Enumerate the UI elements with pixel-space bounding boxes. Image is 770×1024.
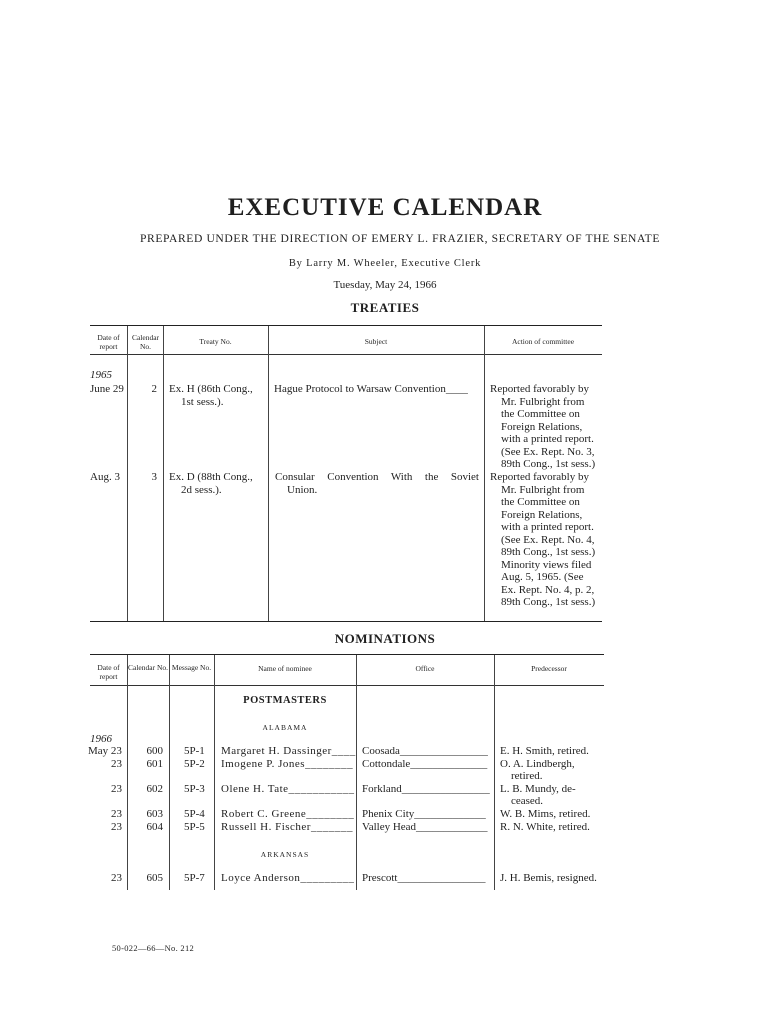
predecessor-line: O. A. Lindbergh, [500, 758, 575, 770]
nominations-col-divider [127, 655, 128, 890]
col-header-name: Name of nominee [258, 664, 312, 673]
message-number: 5P-4 [184, 808, 205, 820]
nominee-name: Loyce Anderson_________ [221, 872, 355, 884]
office-name: Cottondale______________ [362, 758, 488, 770]
action-line: Aug. 5, 1965. (See [501, 571, 584, 583]
action-line: Reported favorably by [490, 383, 589, 395]
treaties-header-rule [90, 354, 602, 355]
action-line: the Committee on [501, 496, 580, 508]
action-line: the Committee on [501, 408, 580, 420]
predecessor-line: W. B. Mims, retired. [500, 808, 591, 820]
treaties-col-divider [484, 326, 485, 621]
col-header-calendar: Calendar No. [128, 663, 168, 672]
calendar-title: EXECUTIVE CALENDAR [227, 194, 543, 221]
nominee-name: Olene H. Tate___________ [221, 783, 355, 795]
nominee-name: Imogene P. Jones________ [221, 758, 354, 770]
nominations-col-divider [494, 655, 495, 890]
state-heading: ALABAMA [262, 723, 308, 732]
print-code: 50-022—66—No. 212 [112, 943, 195, 953]
action-line: Reported favorably by [490, 471, 589, 483]
action-line: Minority views filed [501, 559, 592, 571]
col-header-office: Office [415, 664, 435, 673]
year-label: 1966 [90, 733, 112, 745]
treaties-col-divider [163, 326, 164, 621]
message-number: 5P-5 [184, 821, 205, 833]
treaty-number: Ex. H (86th Cong., [169, 383, 253, 395]
calendar-date: Tuesday, May 24, 1966 [333, 279, 437, 291]
treaty-number: Ex. D (88th Cong., [169, 471, 253, 483]
calendar-number: 602 [146, 783, 163, 795]
treaty-number: 2d sess.). [181, 484, 222, 496]
col-header-treaty: Treaty No. [199, 337, 232, 346]
treaties-top-rule [90, 325, 602, 326]
message-number: 5P-7 [184, 872, 205, 884]
treaties-heading: TREATIES [350, 300, 420, 315]
year-label: 1965 [90, 369, 112, 381]
calendar-number: 605 [146, 872, 163, 884]
office-name: Coosada________________ [362, 745, 488, 757]
action-line: 89th Cong., 1st sess.) [501, 546, 596, 558]
calendar-number: 601 [146, 758, 163, 770]
category-heading: POSTMASTERS [243, 695, 327, 706]
office-name: Valley Head_____________ [362, 821, 488, 833]
calendar-number: 603 [146, 808, 163, 820]
predecessor-line: R. N. White, retired. [500, 821, 590, 833]
col-header-date: Date of report [97, 663, 120, 681]
report-date: May 23 [88, 745, 122, 757]
prepared-line: PREPARED UNDER THE DIRECTION OF EMERY L. FRAZIER, SECRETARY OF THE SENATE [139, 232, 661, 245]
message-number: 5P-3 [184, 783, 205, 795]
col-header-action: Action of committee [511, 337, 575, 346]
nominations-header-rule [90, 685, 604, 686]
treaty-subject: Consular Convention With the Soviet [275, 471, 479, 483]
calendar-number: 2 [151, 383, 157, 395]
treaties-bottom-rule [90, 621, 602, 622]
action-line: 89th Cong., 1st sess.) [501, 596, 596, 608]
office-name: Forkland________________ [362, 783, 490, 795]
report-date: 23 [111, 758, 122, 770]
calendar-number: 604 [146, 821, 163, 833]
nominee-name: Robert C. Greene________ [221, 808, 355, 820]
treaty-number: 1st sess.). [181, 396, 224, 408]
report-date: 23 [111, 872, 122, 884]
office-name: Prescott________________ [362, 872, 486, 884]
action-line: (See Ex. Rept. No. 4, [501, 534, 595, 546]
report-date: 23 [111, 808, 122, 820]
report-date: 23 [111, 821, 122, 833]
treaty-subject: Hague Protocol to Warsaw Convention____ [274, 383, 468, 395]
col-header-date: Date of report [97, 333, 120, 351]
message-number: 5P-1 [184, 745, 205, 757]
report-date: 23 [111, 783, 122, 795]
action-line: Mr. Fulbright from [501, 484, 585, 496]
nominee-name: Margaret H. Dassinger____ [221, 745, 356, 757]
action-line: Ex. Rept. No. 4, p. 2, [501, 584, 595, 596]
office-name: Phenix City_____________ [362, 808, 486, 820]
action-line: with a printed report. [501, 521, 594, 533]
col-header-message: Message No. [171, 663, 212, 672]
action-line: with a printed report. [501, 433, 594, 445]
nominee-name: Russell H. Fischer_______ [221, 821, 353, 833]
action-line: Mr. Fulbright from [501, 396, 585, 408]
action-line: 89th Cong., 1st sess.) [501, 458, 596, 470]
predecessor-line: ceased. [511, 795, 544, 807]
treaty-subject: Union. [287, 484, 318, 496]
predecessor-line: J. H. Bemis, resigned. [500, 872, 597, 884]
col-header-subject: Subject [364, 337, 388, 346]
col-header-predecessor: Predecessor [531, 664, 567, 673]
nominations-col-divider [169, 655, 170, 890]
action-line: (See Ex. Rept. No. 3, [501, 446, 595, 458]
treaties-col-divider [268, 326, 269, 621]
col-header-calendar: Calendar No. [131, 333, 160, 351]
nominations-top-rule [90, 654, 604, 655]
clerk-line: By Larry M. Wheeler, Executive Clerk [288, 258, 482, 269]
nominations-col-divider [356, 655, 357, 890]
report-date: June 29 [90, 383, 124, 395]
state-heading: ARKANSAS [260, 850, 310, 859]
predecessor-line: retired. [511, 770, 543, 782]
action-line: Foreign Relations, [501, 421, 583, 433]
calendar-number: 3 [151, 471, 157, 483]
message-number: 5P-2 [184, 758, 205, 770]
report-date: Aug. 3 [90, 471, 120, 483]
predecessor-line: E. H. Smith, retired. [500, 745, 589, 757]
predecessor-line: L. B. Mundy, de- [500, 783, 576, 795]
calendar-number: 600 [146, 745, 163, 757]
action-line: Foreign Relations, [501, 509, 583, 521]
nominations-heading: NOMINATIONS [334, 631, 436, 646]
